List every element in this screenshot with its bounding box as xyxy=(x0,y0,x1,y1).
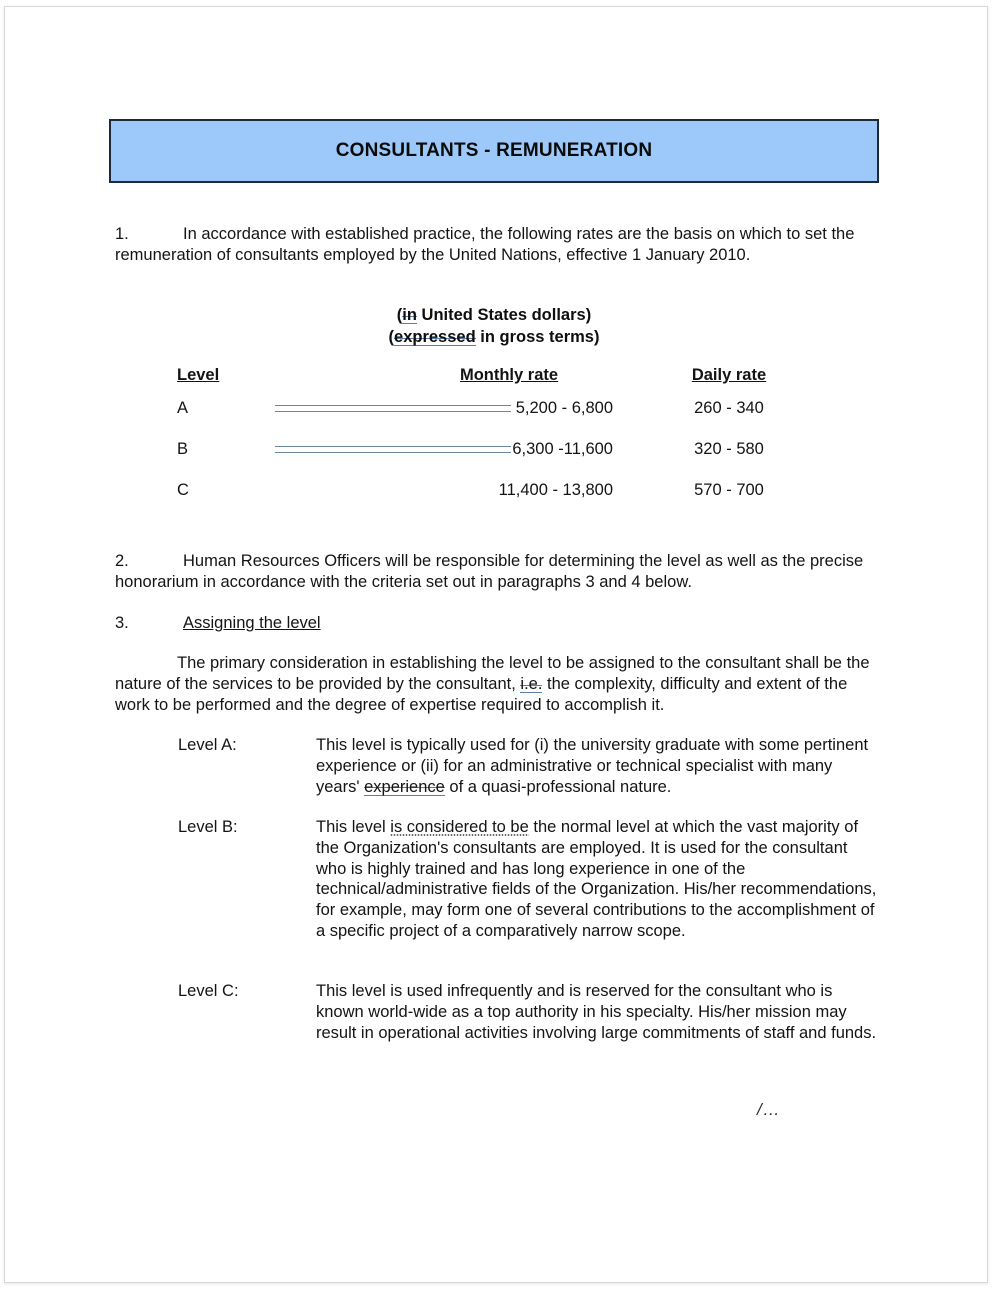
paragraph-2 xyxy=(115,551,877,593)
column-header-level: Level xyxy=(177,366,220,384)
document-title-banner xyxy=(109,119,879,183)
subtitle-line-1 xyxy=(109,304,879,326)
level-b-tail: the normal level at which the vast majority of the Organization's consultants are employed. It is used for the consultant who is highly trained and has long experience in one of the technical/administrative fields of the Organization. His/her recommendations, for example, may form one of several contributions to the accomplishment of a specific project of a comparatively narrow scope. xyxy=(316,818,877,940)
page-title: CONSULTANTS - REMUNERATION xyxy=(335,140,653,161)
column-header-monthly-rate: Monthly rate xyxy=(459,366,559,384)
subtitle-line-2 xyxy=(109,326,879,348)
level-a-term: Level A: xyxy=(178,736,237,754)
table-row xyxy=(109,481,879,522)
cell-monthly-rate: 6,300 -11,600 xyxy=(512,440,613,458)
cell-daily-rate: 320 - 580 xyxy=(694,440,764,458)
level-a-description xyxy=(316,735,878,797)
currency-subtitle xyxy=(109,304,879,348)
paren-open-1: ( xyxy=(396,306,403,324)
paragraph-3-body xyxy=(115,653,877,716)
subtitle-marked-word-1: in xyxy=(402,306,417,324)
table-header-row xyxy=(109,366,879,399)
paren-open-2: ( xyxy=(388,328,395,346)
cell-daily-rate: 570 - 700 xyxy=(694,481,764,499)
level-b-lead: This level xyxy=(316,818,391,836)
subtitle-rest-1: United States dollars xyxy=(416,306,586,324)
paren-close-1: ) xyxy=(585,306,592,324)
cell-level: A xyxy=(177,399,189,417)
level-c-term: Level C: xyxy=(178,982,239,1000)
level-a-tail: of a quasi-professional nature. xyxy=(444,777,672,796)
paragraph-2-number: 2. xyxy=(115,552,129,570)
subtitle-marked-word-2: expressed xyxy=(394,328,476,346)
cell-monthly-rate: 11,400 - 13,800 xyxy=(498,481,613,499)
table-row xyxy=(109,399,879,440)
continuation-mark: /… xyxy=(757,1100,781,1119)
remuneration-rate-table xyxy=(109,366,879,522)
column-header-daily-rate: Daily rate xyxy=(691,366,767,384)
cell-level: B xyxy=(177,440,189,458)
level-b-description xyxy=(316,817,878,942)
subtitle-rest-2: in gross terms xyxy=(475,328,594,346)
paragraph-2-text: Human Resources Officers will be responsible for determining the level as well as the precise honorarium in accordance with the criteria set out in paragraphs 3 and 4 below. xyxy=(115,552,864,591)
cell-daily-rate: 260 - 340 xyxy=(694,399,764,417)
paragraph-3-body-tail: the complexity, difficulty and extent of the work to be performed and the degree of expertise required to accomplish it. xyxy=(115,675,848,714)
cell-monthly-rate: 5,200 - 6,800 xyxy=(515,399,613,417)
paragraph-3-number: 3. xyxy=(115,614,129,632)
paragraph-3-marked-word: i.e. xyxy=(520,675,543,693)
table-row xyxy=(109,440,879,481)
level-b-marked-phrase: is considered to be xyxy=(390,818,529,836)
paragraph-1 xyxy=(115,224,877,266)
paragraph-3-body-lead: The primary consideration in establishing the level to be assigned to the consultant shall be the nature of the services to be provided by the consultant, xyxy=(115,654,870,693)
level-b-term: Level B: xyxy=(178,818,238,836)
cell-level: C xyxy=(177,481,189,499)
paragraph-3-heading-row xyxy=(115,613,877,634)
paragraph-1-number: 1. xyxy=(115,225,129,243)
level-c-lead: This level is used infrequently and is reserved for the consultant who is known world-wide as a top authority in his specialty. His/her mission may result in operational activities involving large commitments of staff and funds. xyxy=(316,982,877,1042)
paragraph-3-heading: Assigning the level xyxy=(183,614,321,632)
level-a-lead: This level is typically used for (i) the university graduate with some pertinent experience or (ii) for an administrative or technical specialist with many years' xyxy=(316,736,869,796)
paragraph-1-text: In accordance with established practice, the following rates are the basis on which to set the remuneration of consultants employed by the United Nations, effective 1 January 2010. xyxy=(115,225,855,264)
paren-close-2: ) xyxy=(593,328,600,346)
level-c-description xyxy=(316,981,878,1043)
level-a-marked-word: experience xyxy=(364,777,445,796)
